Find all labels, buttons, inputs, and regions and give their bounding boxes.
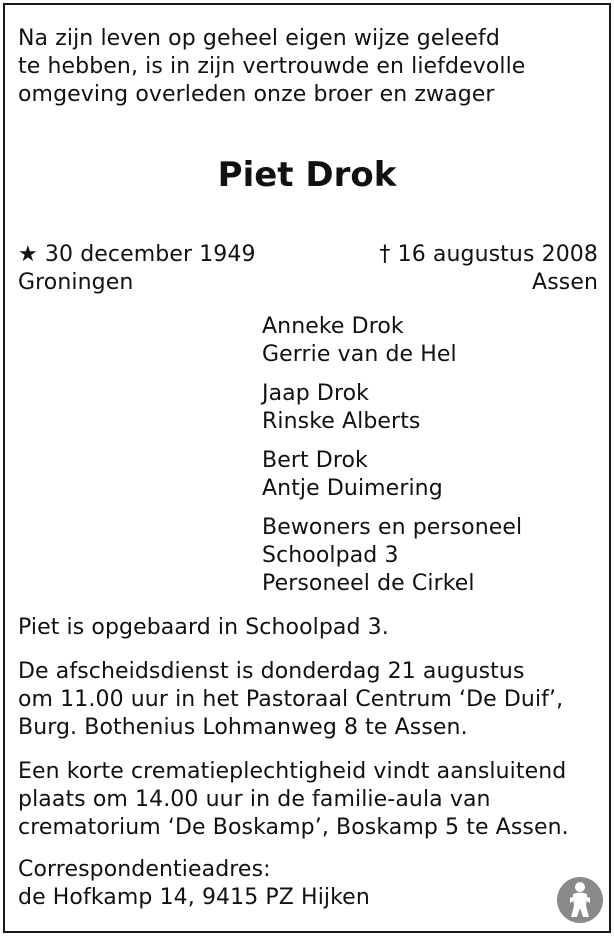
family-member: Gerrie van de Hel: [262, 342, 457, 367]
death-place: Assen: [532, 270, 598, 295]
intro-line: te hebben, is in zijn vertrouwde en liefdevolle: [18, 54, 526, 79]
family-group: [262, 313, 457, 369]
intro-line: Na zijn leven op geheel eigen wijze geleefd: [18, 26, 500, 51]
family-member: Bert Drok: [262, 448, 368, 473]
cremation-line: Een korte crematieplechtigheid vindt aansluitend: [18, 759, 567, 784]
family-member: Bewoners en personeel: [262, 515, 523, 540]
correspondence-line: Correspondentieadres:: [18, 857, 271, 882]
cremation-line: plaats om 14.00 uur in de familie-aula van: [18, 787, 491, 812]
intro-line: omgeving overleden onze broer en zwager: [18, 82, 495, 107]
deceased-name: Piet Drok: [217, 155, 397, 195]
family-group: [262, 380, 420, 436]
correspondence-text: [18, 856, 370, 912]
correspondence-line: de Hofkamp 14, 9415 PZ Hijken: [18, 885, 370, 910]
laid-out-text: Piet is opgebaard in Schoolpad 3.: [18, 615, 389, 640]
person-emblem-icon: [556, 876, 604, 924]
birth-date: ★ 30 december 1949: [18, 242, 256, 267]
cremation-line: crematorium ‘De Boskamp’, Boskamp 5 te Assen.: [18, 815, 569, 840]
death-date: † 16 augustus 2008: [379, 242, 598, 267]
family-group: [262, 447, 443, 503]
family-member: Jaap Drok: [262, 381, 370, 406]
family-group: [262, 514, 522, 598]
cremation-text: [18, 758, 569, 842]
service-text: [18, 658, 563, 742]
family-member: Personeel de Cirkel: [262, 571, 475, 596]
intro-text: [18, 25, 525, 109]
service-line: De afscheidsdienst is donderdag 21 augustus: [18, 659, 525, 684]
service-line: Burg. Bothenius Lohmanweg 8 te Assen.: [18, 715, 468, 740]
family-member: Rinske Alberts: [262, 409, 421, 434]
service-line: om 11.00 uur in het Pastoraal Centrum ‘De Duif’,: [18, 687, 564, 712]
family-member: Anneke Drok: [262, 314, 404, 339]
family-member: Schoolpad 3: [262, 543, 399, 568]
family-member: Antje Duimering: [262, 476, 443, 501]
birth-place: Groningen: [18, 270, 134, 295]
